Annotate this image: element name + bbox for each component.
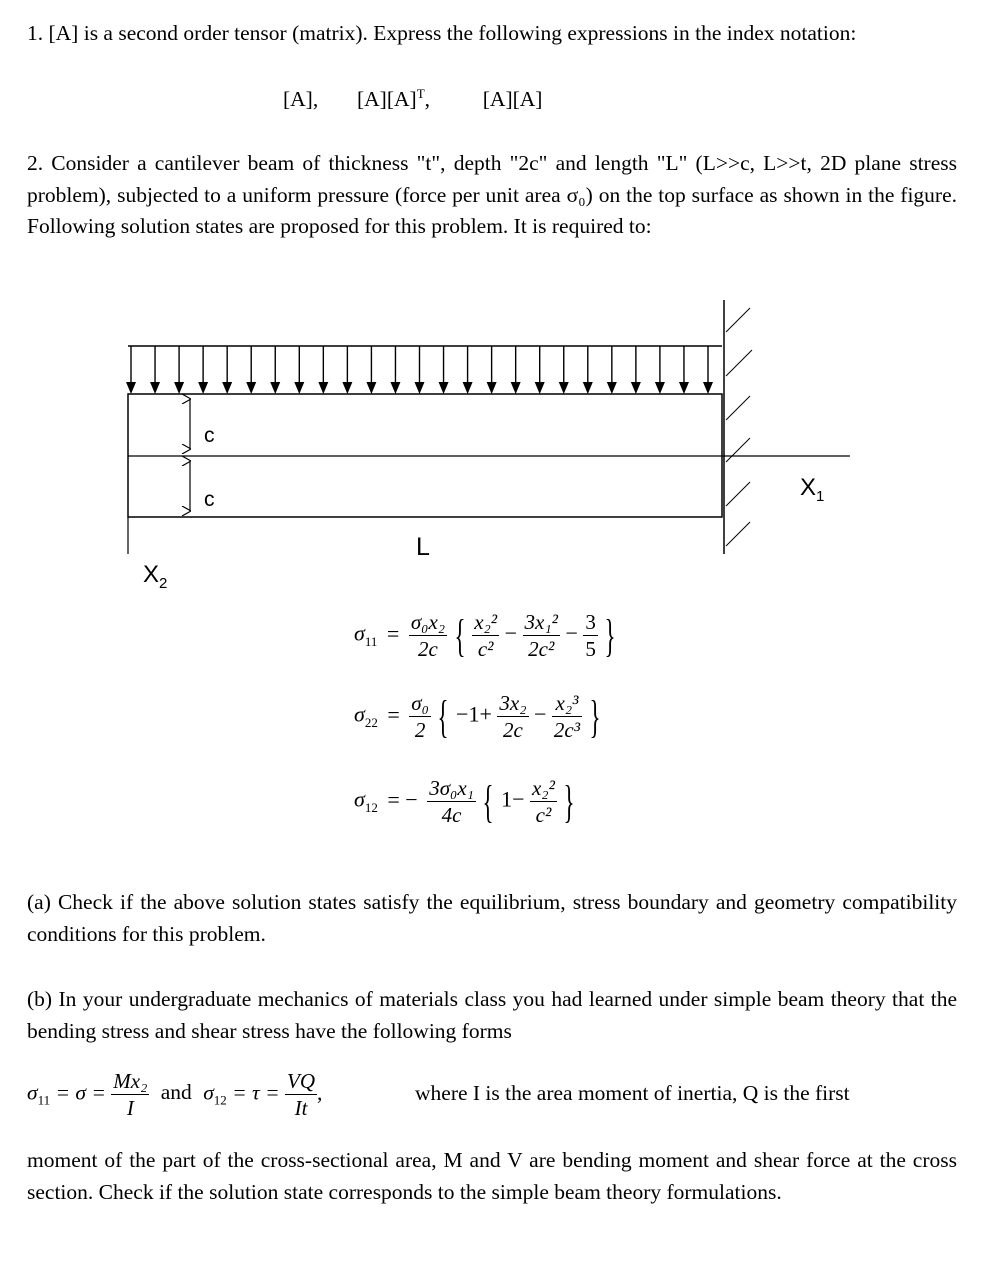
load-arrow-head (679, 382, 689, 394)
question-1-text: 1. [A] is a second order tensor (matrix). Express the following expressions in the index notation: (27, 21, 857, 45)
expr-aat: $[A][A]^T$, (356, 86, 431, 112)
equation-sigma-22: $\sigma_{22}$ = $\frac{\text{σ₀}}{2}$ { −1+ $\frac{\text{3x₂}}{2c}$ − $\frac{\text{x₂³}}{\text{2c³}}$ } (354, 690, 601, 742)
load-arrow-head (487, 382, 497, 394)
part-b-text-continued: moment of the part of the cross-sectional area, M and V are bending moment and shear force at the cross section. Check if the solution state corresponds to the simple beam theory formulations. (27, 1148, 957, 1204)
distributed-load-arrows (126, 346, 713, 394)
label-x2: $X_2$ (143, 561, 168, 592)
load-arrow-head (366, 382, 376, 394)
label-length-L: L (416, 533, 430, 561)
load-arrow-head (703, 382, 713, 394)
part-a-text: (a) Check if the above solution states satisfy the equilibrium, stress boundary and geometry compatibility conditions for this problem. (27, 890, 957, 946)
expr-aa: [A][A] (482, 87, 543, 112)
load-arrow-head (222, 382, 232, 394)
label-c-top: c (204, 424, 215, 447)
part-b-where-text: where I is the area moment of inertia, Q is the first (415, 1081, 850, 1105)
load-arrow-head (415, 382, 425, 394)
load-arrow-head (318, 382, 328, 394)
load-arrow-head (607, 382, 617, 394)
load-arrow-head (390, 382, 400, 394)
expr-a: [A], (283, 87, 319, 112)
load-arrow-head (655, 382, 665, 394)
load-arrow-head (583, 382, 593, 394)
question-2-text: 2. Consider a cantilever beam of thickness "t", depth "2c" and length "L" (L>>c, L>>t, 2D plane stress problem), subjected to a uniform pressure (force per unit area σ₀) on the top surface as shown in the figure. Following solution states are proposed for this problem. It is required to: (27, 151, 957, 238)
equation-sigma-11: $\sigma_{11}$ = $\frac{\text{σ₀x₂}}{2c}$ { $\frac{\text{x₂²}}{\text{c²}}$ − $\frac{\text{3x₁²}}{\text{2c²}}$ − $\frac{3}{5}$ } (354, 609, 616, 661)
load-arrow-head (511, 382, 521, 394)
part-b-text: (b) In your undergraduate mechanics of materials class you had learned under simple beam theory that the bending stress and shear stress have the following forms (27, 987, 957, 1043)
load-arrow-head (150, 382, 160, 394)
load-arrow-head (535, 382, 545, 394)
load-arrow-head (463, 382, 473, 394)
simple-beam-formulas: $\sigma_{11} = \sigma$ = $\frac{\text{Mx₂}}{I}$ and $\sigma_{12} = \tau$ = $\frac{VQ}{It}$ , (27, 1069, 323, 1120)
label-c-bottom: c (204, 488, 215, 511)
load-arrow-head (198, 382, 208, 394)
question-1-expressions (283, 86, 542, 112)
equation-sigma-12: $\sigma_{12}$ = − $\frac{\text{3σ₀x₁}}{4c}$ { 1− $\frac{\text{x₂²}}{\text{c²}}$ } (354, 775, 575, 827)
load-arrow-head (126, 382, 136, 394)
load-arrow-head (342, 382, 352, 394)
load-arrow-head (559, 382, 569, 394)
load-arrow-head (439, 382, 449, 394)
load-arrow-head (631, 382, 641, 394)
label-x1: $X_1$ (800, 474, 825, 505)
load-arrow-head (294, 382, 304, 394)
load-arrow-head (246, 382, 256, 394)
wall-hatching (726, 308, 752, 546)
load-arrow-head (174, 382, 184, 394)
load-arrow-head (270, 382, 280, 394)
